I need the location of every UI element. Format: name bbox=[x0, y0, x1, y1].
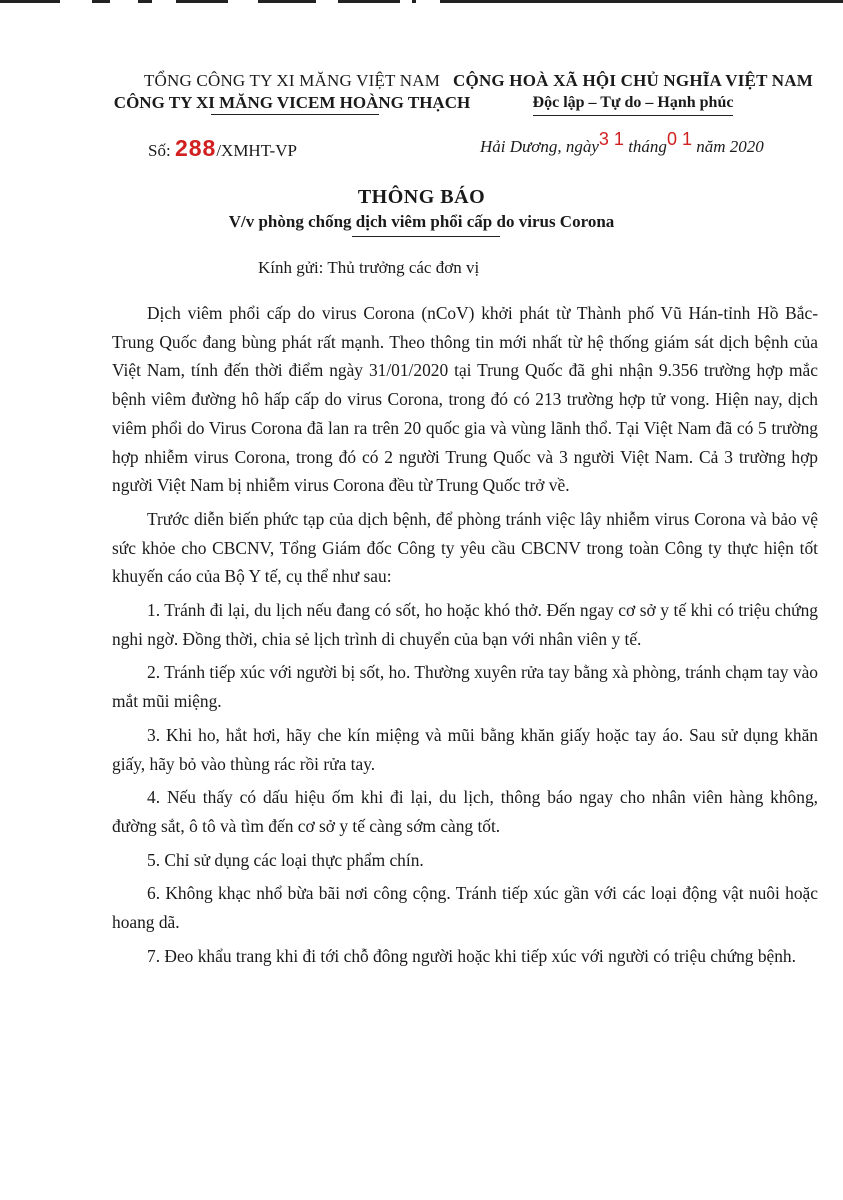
document-subject: V/v phòng chống dịch viêm phổi cấp do virus Corona bbox=[228, 212, 615, 231]
national-heading bbox=[448, 70, 818, 116]
document-body bbox=[112, 299, 818, 975]
issuer-block bbox=[112, 70, 472, 114]
dateline-day: 3 1 bbox=[598, 129, 624, 149]
greeting: Kính gửi: Thủ trưởng các đơn vị bbox=[258, 258, 480, 277]
dateline bbox=[480, 129, 764, 157]
body-paragraph: Dịch viêm phổi cấp do virus Corona (nCoV) khởi phát từ Thành phố Vũ Hán-tỉnh Hồ Bắc- Trung Quốc đang bùng phát rất mạnh. Theo thông tin mới nhất từ hệ thống giám sát dịch bệnh của Việt Nam, tính đến thời điểm ngày 31/01/2020 tại Trung Quốc đã ghi nhận 9.356 trường hợp mắc bệnh viêm đường hô hấp cấp do virus Corona, trong đó có 213 trường hợp tử vong. Hiện nay, dịch viêm phổi do Virus Corona đã lan ra trên 20 quốc gia và vùng lãnh thổ. Tại Việt Nam đã có 5 trường hợp nhiễm virus Corona, trong đó có 2 người Trung Quốc và 3 người Việt Nam. Cả 3 trường hợp người Việt Nam bị nhiễm virus Corona đều từ Trung Quốc trở về. bbox=[112, 303, 818, 496]
national-motto: Độc lập – Tự do – Hạnh phúc bbox=[533, 92, 734, 116]
document-number-prefix: Số: bbox=[148, 141, 175, 160]
organization-name: CÔNG TY XI MĂNG VICEM HOÀNG THẠCH bbox=[113, 93, 471, 112]
nation-name: CỘNG HOÀ XÃ HỘI CHỦ NGHĨA VIỆT NAM bbox=[453, 71, 813, 90]
dateline-place: Hải Dương, ngày bbox=[480, 137, 599, 156]
document-number-suffix: /XMHT-VP bbox=[216, 141, 297, 160]
instruction-item: 3. Khi ho, hắt hơi, hãy che kín miệng và mũi bằng khăn giấy hoặc tay áo. Sau sử dụng khăn giấy, hãy bỏ vào thùng rác rồi rửa tay. bbox=[112, 724, 818, 774]
body-paragraph: Trước diễn biến phức tạp của dịch bệnh, để phòng tránh việc lây nhiễm virus Corona và bảo vệ sức khỏe cho CBCNV, Tổng Giám đốc Công ty yêu cầu CBCNV trong toàn Công ty thực hiện tốt khuyến cáo của Bộ Y tế, cụ thể như sau: bbox=[112, 508, 818, 587]
scan-edge-mark bbox=[258, 0, 316, 3]
issuer-underline bbox=[211, 114, 379, 115]
document-number-value: 288 bbox=[174, 135, 217, 161]
scan-edge-mark bbox=[0, 0, 60, 3]
scan-edge-mark bbox=[176, 0, 228, 3]
scan-edge-mark bbox=[412, 0, 416, 3]
scan-edge-mark bbox=[138, 0, 152, 3]
instruction-item: 2. Tránh tiếp xúc với người bị sốt, ho. Thường xuyên rửa tay bằng xà phòng, tránh chạm tay vào mắt mũi miệng. bbox=[112, 662, 818, 712]
document-title: THÔNG BÁO bbox=[357, 186, 486, 208]
scan-edge-mark bbox=[440, 0, 843, 3]
dateline-month: 0 1 bbox=[666, 129, 692, 149]
document-number bbox=[148, 135, 297, 162]
instruction-item: 4. Nếu thấy có dấu hiệu ốm khi đi lại, du lịch, thông báo ngay cho nhân viên hàng không, đường sắt, ô tô và tìm đến cơ sở y tế càng sớm càng tốt. bbox=[112, 787, 818, 836]
dateline-year: năm 2020 bbox=[696, 137, 764, 156]
subject-underline bbox=[352, 236, 500, 237]
instruction-item: 5. Chỉ sử dụng các loại thực phẩm chín. bbox=[147, 849, 424, 870]
instruction-item: 1. Tránh đi lại, du lịch nếu đang có sốt, ho hoặc khó thở. Đến ngay cơ sở y tế khi có triệu chứng nghi ngờ. Đồng thời, chia sẻ lịch trình di chuyển của bạn với nhân viên y tế. bbox=[112, 600, 818, 649]
instruction-item: 7. Đeo khẩu trang khi đi tới chỗ đông người hoặc khi tiếp xúc với người có triệu chứng bệnh. bbox=[147, 945, 796, 966]
instruction-item: 6. Không khạc nhổ bừa bãi nơi công cộng. Tránh tiếp xúc gần với các loại động vật nuôi hoặc hoang dã. bbox=[112, 883, 818, 933]
scan-edge-mark bbox=[338, 0, 400, 3]
scan-edge-mark bbox=[92, 0, 110, 3]
dateline-month-label: tháng bbox=[628, 137, 667, 156]
parent-organization: TỔNG CÔNG TY XI MĂNG VIỆT NAM bbox=[143, 71, 441, 90]
